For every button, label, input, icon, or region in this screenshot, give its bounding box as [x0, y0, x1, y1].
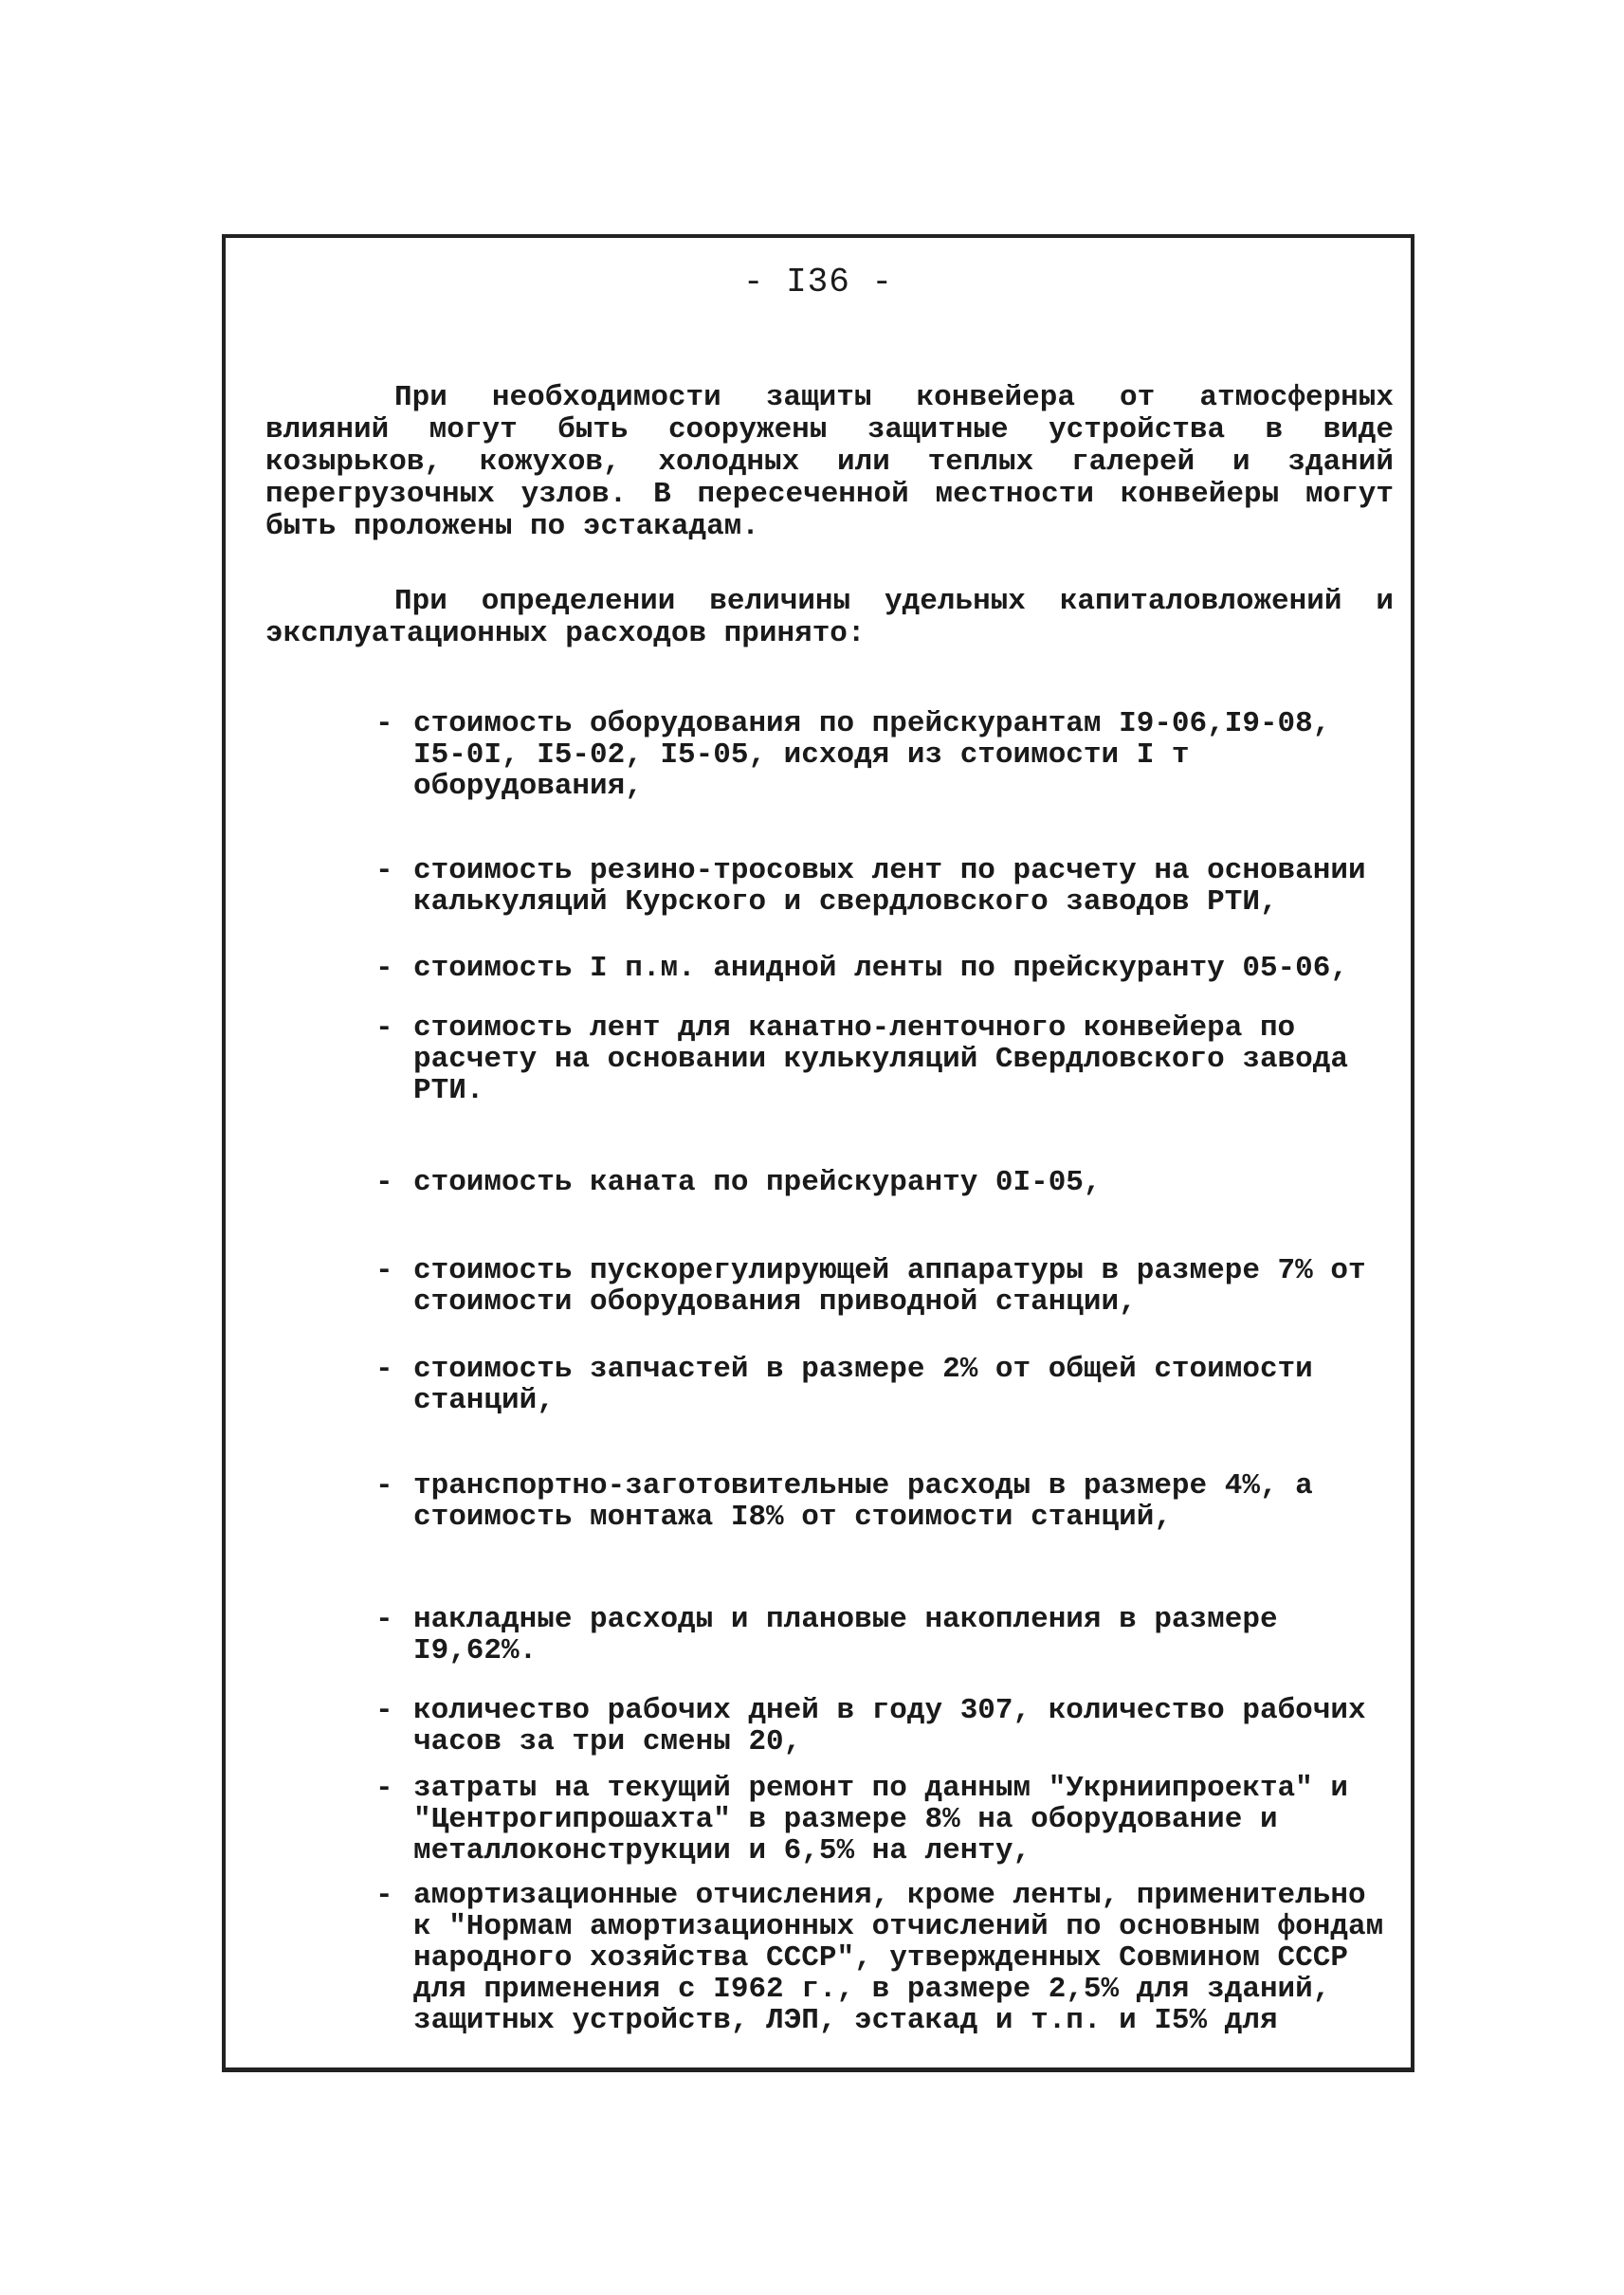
- list-item: [375, 1167, 1397, 1198]
- list-item: [375, 1470, 1397, 1533]
- bullet-dash: -: [375, 1254, 393, 1287]
- bullet-dash: -: [375, 1166, 393, 1199]
- list-item-text: накладные расходы и плановые накопления в размере I9,62%.: [413, 1603, 1278, 1667]
- list-item: [375, 708, 1397, 802]
- bullet-dash: -: [375, 1879, 393, 1912]
- list-item-text: стоимость запчастей в размере 2% от общей стоимости станций,: [413, 1353, 1313, 1417]
- list-item: [375, 1012, 1397, 1106]
- list-item: [375, 855, 1397, 918]
- bullet-dash: -: [375, 1603, 393, 1636]
- list-item-text: стоимость оборудования по прейскурантам I9-06,I9-08, I5-0I, I5-02, I5-05, исходя из стоимости I т оборудования,: [413, 707, 1331, 803]
- list-item: [375, 1695, 1397, 1758]
- list-item-text: затраты на текущий ремонт по данным "Укрниипроекта" и "Центрогипрошахта" в размере 8% на оборудование и металлоконструкции и 6,5% на ленту,: [413, 1772, 1348, 1867]
- list-item: [375, 1255, 1397, 1318]
- bullet-dash: -: [375, 707, 393, 740]
- list-item: [375, 1604, 1397, 1667]
- list-item: [375, 1354, 1397, 1416]
- list-item-text: амортизационные отчисления, кроме ленты, применительно к "Нормам амортизационных отчислений по основным фондам народного хозяйства СССР", утвержденных Совмином СССР для применения с I962 г., в размере 2,5% для зданий, защитных устройств, ЛЭП, эстакад и т.п. и I5% для: [413, 1879, 1384, 2037]
- assumptions-paragraph: При определении величины удельных капиталовложений и эксплуатационных расходов принято:: [265, 585, 1394, 650]
- list-item-text: транспортно-заготовительные расходы в размере 4%, а стоимость монтажа I8% от стоимости станций,: [413, 1469, 1313, 1534]
- page-number: - I36 -: [742, 263, 894, 301]
- bullet-dash: -: [375, 1353, 393, 1386]
- list-item: [375, 1880, 1397, 2036]
- list-item-text: количество рабочих дней в году 307, количество рабочих часов за три смены 20,: [413, 1694, 1366, 1758]
- list-item-text: стоимость лент для канатно-ленточного конвейера по расчету на основании кулькуляций Свердловского завода РТИ.: [413, 1011, 1348, 1107]
- page-frame: [222, 234, 1414, 2072]
- bullet-dash: -: [375, 1772, 393, 1805]
- bullet-dash: -: [375, 1469, 393, 1503]
- list-item-text: стоимость I п.м. анидной ленты по прейскуранту 05-06,: [413, 952, 1348, 985]
- bullet-dash: -: [375, 952, 393, 985]
- intro-paragraph: При необходимости защиты конвейера от атмосферных влияний могут быть сооружены защитные устройства в виде козырьков, кожухов, холодных или теплых галерей и зданий перегрузочных узлов. В пересеченной местности конвейеры могут быть проложены по эстакадам.: [265, 381, 1394, 543]
- bullet-dash: -: [375, 1694, 393, 1727]
- bullet-dash: -: [375, 854, 393, 887]
- list-item-text: стоимость резино-тросовых лент по расчету на основании калькуляций Курского и свердловского заводов РТИ,: [413, 854, 1366, 919]
- bullet-dash: -: [375, 1011, 393, 1045]
- list-item: [375, 1773, 1397, 1867]
- list-item-text: стоимость каната по прейскуранту 0I-05,: [413, 1166, 1102, 1199]
- list-item: [375, 953, 1397, 984]
- list-item-text: стоимость пускорегулирующей аппаратуры в размере 7% от стоимости оборудования приводной станции,: [413, 1254, 1366, 1319]
